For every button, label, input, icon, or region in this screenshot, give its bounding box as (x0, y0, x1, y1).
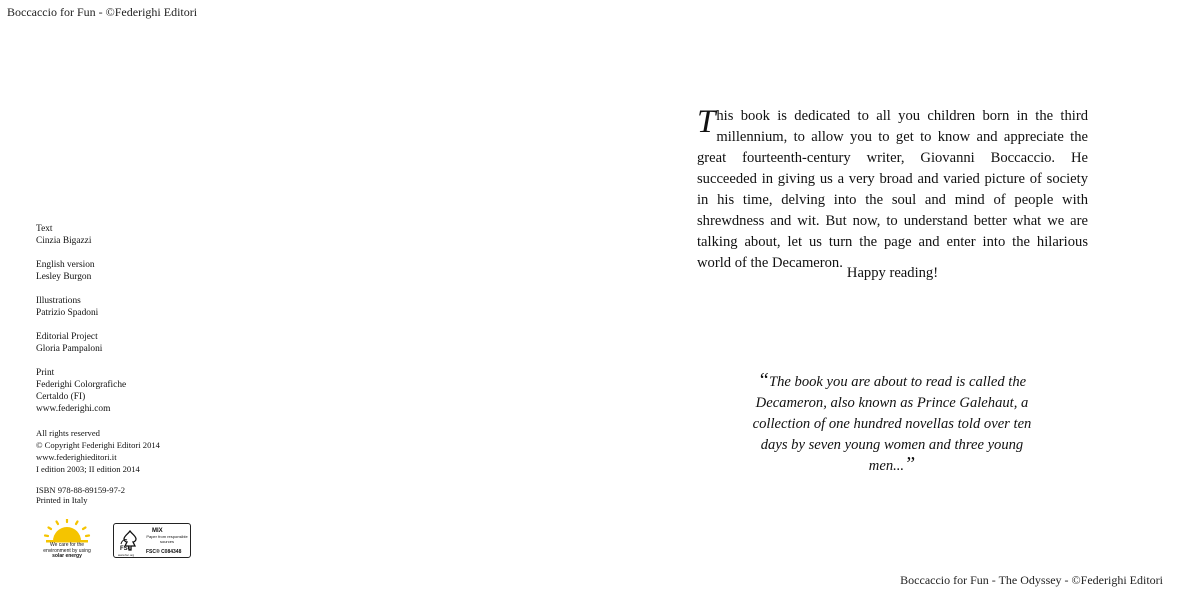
credit-value: Patrizio Spadoni (36, 308, 99, 318)
solar-energy-text (38, 543, 96, 560)
book-quote (752, 369, 1032, 477)
dedication-closing: Happy reading! (846, 265, 939, 281)
credit-value: Federighi Colorgrafiche (36, 380, 127, 390)
credit-english-version (36, 259, 256, 283)
credit-label: Illustrations (36, 296, 81, 306)
open-quote-mark: “ (757, 369, 769, 391)
credit-value: Lesley Burgon (36, 272, 92, 282)
solar-line-1: We care for the (49, 542, 85, 548)
dedication-paragraph (697, 106, 1088, 274)
credit-label: Print (36, 368, 55, 378)
credit-print (36, 367, 256, 415)
fsc-site: www.fsc.org (118, 553, 135, 557)
fsc-logo (113, 523, 191, 558)
solar-line-2: environment by using (43, 547, 91, 554)
solar-energy-logo (38, 519, 96, 561)
header-title: Boccaccio for Fun - ©Federighi Editori (7, 5, 198, 19)
rights-text: All rights reserved (36, 428, 100, 438)
credit-editorial-project (36, 331, 256, 355)
footer-title: Boccaccio for Fun - The Odyssey - ©Federighi Editori (900, 573, 1163, 587)
fsc-code: FSC® C084348 (146, 549, 182, 555)
credit-link: www.federighi.com (36, 404, 111, 414)
editions-text: I edition 2003; II edition 2014 (36, 464, 140, 474)
drop-cap: T (697, 104, 716, 140)
credits-colophon (36, 223, 256, 517)
printed-in-text: Printed in Italy (36, 495, 88, 505)
credit-link: www.federighieditori.it (36, 452, 117, 462)
fsc-mix: MIX (152, 528, 163, 534)
credit-isbn (36, 485, 256, 505)
credit-value: Certaldo (FI) (36, 392, 86, 402)
copyright-text: © Copyright Federighi Editori 2014 (36, 440, 160, 450)
fsc-label: FSC (120, 546, 132, 552)
dedication-body: his book is dedicated to all you children born in the third millennium, to allow you to get to know and appreciate the great fourteenth-century writer, Giovanni Boccaccio. He succeeded in giving us a very broad and varied picture of society in his time, delving into the soul and mind of people with shrewdness and wit. But now, to understand better what we are talking about, let us turn the page and enter into the hilarious world of the Decameron. (697, 108, 1088, 271)
quote-text: The book you are about to read is called the Decameron, also known as Prince Galehaut, a collection of one hundred novellas told over ten days by seven young women and three young men... (752, 374, 1032, 474)
credit-rights (36, 427, 256, 475)
credit-value: Gloria Pampaloni (36, 344, 103, 354)
close-quote-mark: ” (904, 453, 916, 475)
credit-label: Editorial Project (36, 332, 98, 342)
solar-line-3: solar energy (52, 553, 82, 559)
credit-illustrations (36, 295, 256, 319)
credit-text (36, 223, 256, 247)
credit-value: Cinzia Bigazzi (36, 236, 92, 246)
logos-row (38, 519, 198, 563)
credit-label: Text (36, 224, 53, 234)
isbn-text: ISBN 978-88-89159-97-2 (36, 485, 126, 495)
fsc-description: Paper from responsible sources (146, 534, 188, 544)
credit-label: English version (36, 260, 95, 270)
